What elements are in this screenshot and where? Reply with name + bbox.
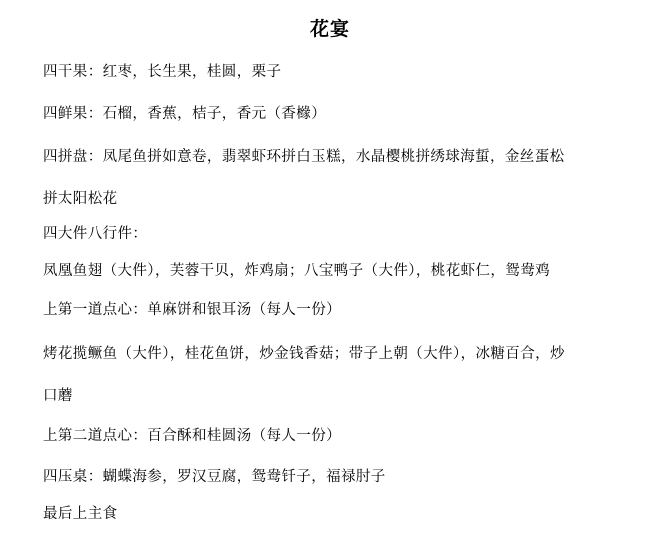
text-line-platters-continued: 拼太阳松花	[43, 191, 118, 207]
text-line-main-dishes-2-continued: 口蘑	[43, 388, 73, 404]
text-line-platters: 四拼盘：凤尾鱼拼如意卷，翡翠虾环拼白玉糕，水晶樱桃拼绣球海蜇，金丝蛋松	[43, 149, 565, 165]
text-line-first-dessert: 上第一道点心：单麻饼和银耳汤（每人一份）	[43, 302, 341, 318]
text-line-main-dishes-1: 凤凰鱼翅（大件），芙蓉干贝，炸鸡扇；八宝鸭子（大件），桃花虾仁，鸳鸯鸡	[43, 263, 550, 279]
text-line-dried-fruits: 四干果：红枣，长生果，桂圆，栗子	[43, 64, 282, 80]
text-line-fresh-fruits: 四鲜果：石榴，香蕉，桔子，香元（香橼）	[43, 106, 327, 122]
document-title: 花宴	[309, 18, 350, 40]
text-line-table-dishes: 四压桌：蝴蝶海参，罗汉豆腐，鸳鸯钎子，福禄肘子	[43, 469, 386, 485]
text-line-main-dishes-heading: 四大件八行件：	[43, 226, 148, 242]
text-line-main-dishes-2: 烤花揽鳜鱼（大件），桂花鱼饼，炒金钱香菇；带子上朝（大件），冰糖百合，炒	[43, 346, 565, 362]
text-line-staple-food: 最后上主食	[43, 506, 118, 522]
text-line-second-dessert: 上第二道点心：百合酥和桂圆汤（每人一份）	[43, 428, 341, 444]
